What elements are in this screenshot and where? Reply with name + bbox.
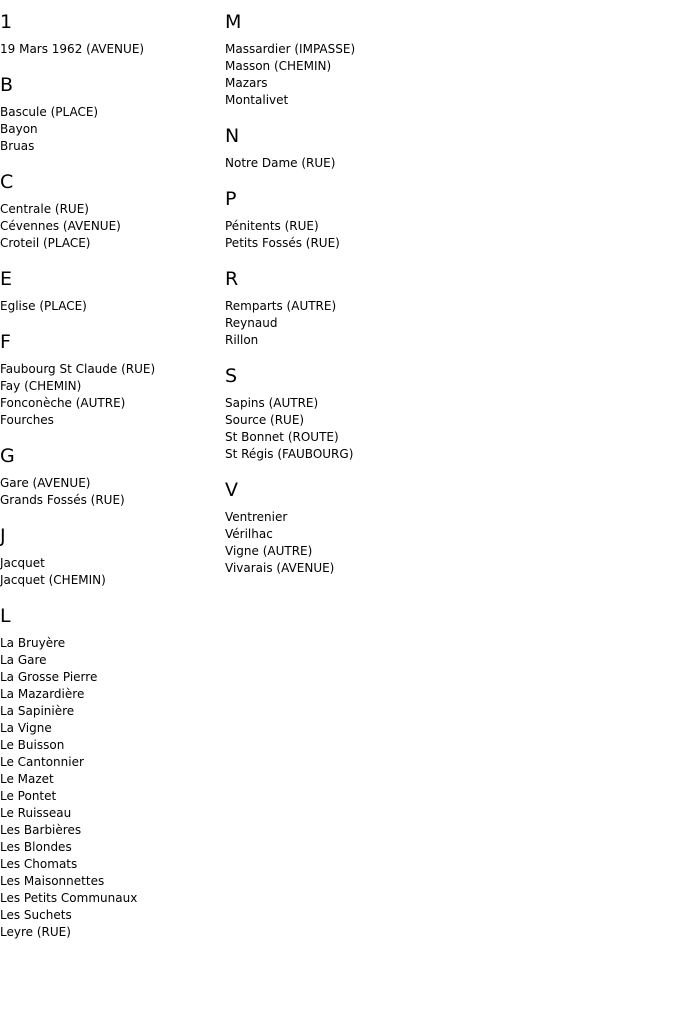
street-item[interactable]: Le Cantonnier	[0, 755, 84, 769]
section-letter: S	[225, 365, 238, 387]
street-item[interactable]: Massardier (IMPASSE)	[225, 42, 356, 56]
section-letter: B	[0, 74, 14, 96]
street-item[interactable]: Le Mazet	[0, 772, 54, 786]
street-item[interactable]: Montalivet	[225, 93, 289, 107]
street-item[interactable]: Bayon	[0, 122, 38, 136]
letter-group-g	[0, 445, 155, 509]
street-item[interactable]: Faubourg St Claude (RUE)	[0, 362, 156, 376]
street-item[interactable]: Cévennes (AVENUE)	[0, 219, 121, 233]
street-item[interactable]: Masson (CHEMIN)	[225, 59, 332, 73]
street-item[interactable]: Le Pontet	[0, 789, 57, 803]
street-list	[225, 41, 355, 109]
street-item[interactable]: La Grosse Pierre	[0, 670, 98, 684]
street-list	[225, 395, 355, 463]
section-letter: J	[0, 525, 6, 547]
letter-group-b	[0, 74, 155, 155]
street-item[interactable]: La Bruyère	[0, 636, 66, 650]
section-letter: F	[0, 331, 11, 353]
street-item[interactable]: Sapins (AUTRE)	[225, 396, 319, 410]
street-list	[0, 361, 155, 429]
street-list	[0, 298, 155, 315]
street-item[interactable]: Petits Fossés (RUE)	[225, 236, 340, 250]
letter-group-e	[0, 268, 155, 315]
letter-group-p	[225, 188, 355, 252]
street-list	[0, 201, 155, 252]
street-index-column-left	[0, 11, 155, 941]
letter-group-m	[225, 11, 355, 109]
street-item[interactable]: La Gare	[0, 653, 47, 667]
letter-group-n	[225, 125, 355, 172]
street-item[interactable]: 19 Mars 1962 (AVENUE)	[0, 42, 145, 56]
street-item[interactable]: St Bonnet (ROUTE)	[225, 430, 339, 444]
street-item[interactable]: Croteil (PLACE)	[0, 236, 91, 250]
street-item[interactable]: Mazars	[225, 76, 268, 90]
street-list	[225, 298, 355, 349]
street-index-column-right	[225, 11, 355, 577]
section-letter: G	[0, 445, 15, 467]
street-item[interactable]: Pénitents (RUE)	[225, 219, 319, 233]
letter-group-l	[0, 605, 155, 941]
street-item[interactable]: Les Chomats	[0, 857, 78, 871]
section-letter: V	[225, 479, 238, 501]
section-letter: P	[225, 188, 237, 210]
street-item[interactable]: Remparts (AUTRE)	[225, 299, 337, 313]
street-list	[0, 475, 155, 509]
street-item[interactable]: Vérilhac	[225, 527, 273, 541]
street-item[interactable]: Bruas	[0, 139, 35, 153]
street-item[interactable]: Fay (CHEMIN)	[0, 379, 82, 393]
street-item[interactable]: Rillon	[225, 333, 259, 347]
street-item[interactable]: Fonconèche (AUTRE)	[0, 396, 126, 410]
street-item[interactable]: Les Blondes	[0, 840, 72, 854]
section-letter: C	[0, 171, 14, 193]
street-list	[0, 104, 155, 155]
section-letter: N	[225, 125, 240, 147]
section-letter: 1	[0, 11, 13, 33]
street-item[interactable]: Reynaud	[225, 316, 278, 330]
street-item[interactable]: Leyre (RUE)	[0, 925, 71, 939]
street-item[interactable]: Les Suchets	[0, 908, 72, 922]
street-item[interactable]: Eglise (PLACE)	[0, 299, 87, 313]
street-item[interactable]: La Vigne	[0, 721, 52, 735]
section-letter: R	[225, 268, 239, 290]
street-item[interactable]: Les Barbières	[0, 823, 82, 837]
street-item[interactable]: Bascule (PLACE)	[0, 105, 99, 119]
street-list	[0, 635, 155, 941]
street-item[interactable]: Fourches	[0, 413, 54, 427]
street-item[interactable]: Le Buisson	[0, 738, 65, 752]
street-item[interactable]: Gare (AVENUE)	[0, 476, 91, 490]
street-list	[225, 155, 355, 172]
street-list	[0, 41, 155, 58]
street-item[interactable]: Les Maisonnettes	[0, 874, 105, 888]
street-item[interactable]: Vigne (AUTRE)	[225, 544, 313, 558]
letter-group-v	[225, 479, 355, 577]
street-list	[225, 218, 355, 252]
letter-group-f	[0, 331, 155, 429]
street-item[interactable]: Le Ruisseau	[0, 806, 72, 820]
street-item[interactable]: Jacquet	[0, 556, 45, 570]
street-item[interactable]: Les Petits Communaux	[0, 891, 138, 905]
street-list	[0, 555, 155, 589]
street-item[interactable]: La Sapinière	[0, 704, 75, 718]
street-item[interactable]: St Régis (FAUBOURG)	[225, 447, 354, 461]
street-item[interactable]: Notre Dame (RUE)	[225, 156, 336, 170]
street-item[interactable]: Grands Fossés (RUE)	[0, 493, 125, 507]
street-list	[225, 509, 355, 577]
letter-group-c	[0, 171, 155, 252]
street-item[interactable]: Source (RUE)	[225, 413, 305, 427]
section-letter: E	[0, 268, 13, 290]
street-item[interactable]: Jacquet (CHEMIN)	[0, 573, 106, 587]
letter-group-j	[0, 525, 155, 589]
section-letter: L	[0, 605, 11, 627]
street-item[interactable]: Ventrenier	[225, 510, 288, 524]
street-item[interactable]: Vivarais (AVENUE)	[225, 561, 335, 575]
street-item[interactable]: Centrale (RUE)	[0, 202, 89, 216]
section-letter: M	[225, 11, 242, 33]
letter-group-1	[0, 11, 155, 58]
street-item[interactable]: La Mazardière	[0, 687, 85, 701]
letter-group-s	[225, 365, 355, 463]
letter-group-r	[225, 268, 355, 349]
